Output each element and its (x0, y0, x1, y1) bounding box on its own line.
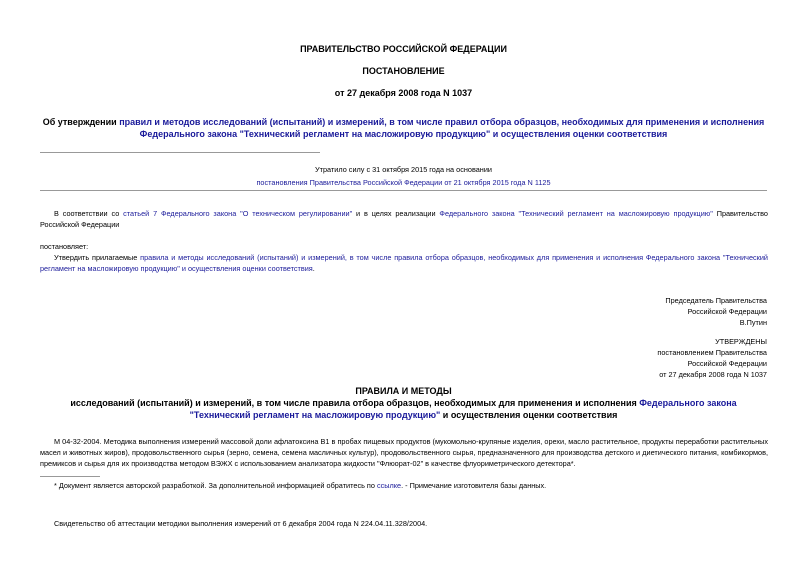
preamble-text-2: и в целях реализации (352, 209, 440, 218)
government-heading: ПРАВИТЕЛЬСТВО РОССИЙСКОЙ ФЕДЕРАЦИИ (300, 44, 507, 54)
footnote (54, 480, 768, 491)
rules-title (40, 385, 767, 421)
certificate-text: Свидетельство об аттестации методики выполнения измерений от 6 декабря 2004 года N 224.04.11.328/2004. (54, 519, 428, 528)
footnote-link[interactable]: ссылке (376, 481, 402, 490)
rules-subtitle-text-1: исследований (испытаний) и измерений, в том числе правила отбора образцов, необходимых для применения и исполнения (70, 398, 640, 408)
law-article-link[interactable]: статьей 7 Федерального закона "О техническом регулировании" (123, 209, 353, 218)
document-title (40, 116, 767, 140)
rules-subtitle (40, 397, 767, 421)
decides-text: постановляет: (40, 242, 89, 251)
method-paragraph: М 04-32-2004. Методика выполнения измерений массовой доли афлатоксина В1 в пробах пищевых продуктов (мукомольно-крупяные изделия, орехи, масло растительное, продукты переработки растительных масел и животных жиров), продовольственного сырья (зерно, семена, семена масличных культур), продовольственного сырья, предназначенного для производства детского и диетического питания, комбикормов, премиксов и сырья для их производства методом ВЭЖХ с использованием анализатора жидкости "Флюорат-02" в качестве флуориметрического детектора*. (40, 437, 768, 468)
divider-short (40, 152, 320, 153)
signature-name: В.Путин (739, 318, 767, 327)
approve-paragraph (40, 252, 768, 274)
rules-subtitle-text-2: и осуществления оценки соответствия (440, 410, 618, 420)
approval-line-2: постановлением Правительства (657, 348, 767, 357)
preamble-paragraph (40, 208, 768, 230)
title-link[interactable]: правил и методов исследований (испытаний) и измерений, в том числе правил отбора образцов, необходимых для применения и исполнения Федерального закона "Технический регламент на масложировую продукцию" и осуществления оценки соответствия (119, 117, 765, 139)
preamble-text-1: В соответствии со (54, 209, 124, 218)
approval-block (657, 336, 767, 380)
approve-text-2: . (312, 264, 315, 273)
signature-block (665, 295, 767, 328)
repeal-status-text: Утратило силу с 31 октября 2015 года на основании (315, 165, 492, 174)
rules-heading: ПРАВИЛА И МЕТОДЫ (355, 386, 452, 396)
signature-country: Российской Федерации (687, 307, 767, 316)
footnote-text-1: * Документ является авторской разработкой. За дополнительной информацией обратитесь по (54, 481, 377, 490)
rules-methods-link[interactable]: правила и методы исследований (испытаний) и измерений, в том числе правила отбора образцов, необходимых для применения и исполнения Федерального закона "Технический регламент на масложировую продукцию" и осуществления оценки соответствия (40, 253, 768, 273)
repeal-status (250, 164, 557, 188)
approval-line-4: от 27 декабря 2008 года N 1037 (659, 370, 767, 379)
divider-full (40, 190, 767, 191)
approval-line-3: Российской Федерации (687, 359, 767, 368)
document-date-number: от 27 декабря 2008 года N 1037 (334, 88, 473, 98)
title-prefix: Об утверждении (42, 117, 120, 127)
approve-text-1: Утвердить прилагаемые (54, 253, 141, 262)
signature-position: Председатель Правительства (665, 296, 767, 305)
footnote-text-2: . - Примечание изготовителя базы данных. (401, 481, 547, 490)
repeal-status-link[interactable]: постановления Правительства Российской Федерации от 21 октября 2015 года N 1125 (256, 178, 551, 187)
footnote-divider (40, 476, 100, 477)
tech-reglament-link[interactable]: Федерального закона "Технический регламент на масложировую продукцию" (439, 209, 713, 218)
document-type-heading: ПОСТАНОВЛЕНИЕ (362, 66, 445, 76)
rules-law-link[interactable]: Федерального закона "Технический регламент на масложировую продукцию" (189, 398, 737, 420)
approval-heading: УТВЕРЖДЕНЫ (715, 337, 767, 346)
preamble-text-3: Правительство Российской Федерации (40, 209, 768, 229)
